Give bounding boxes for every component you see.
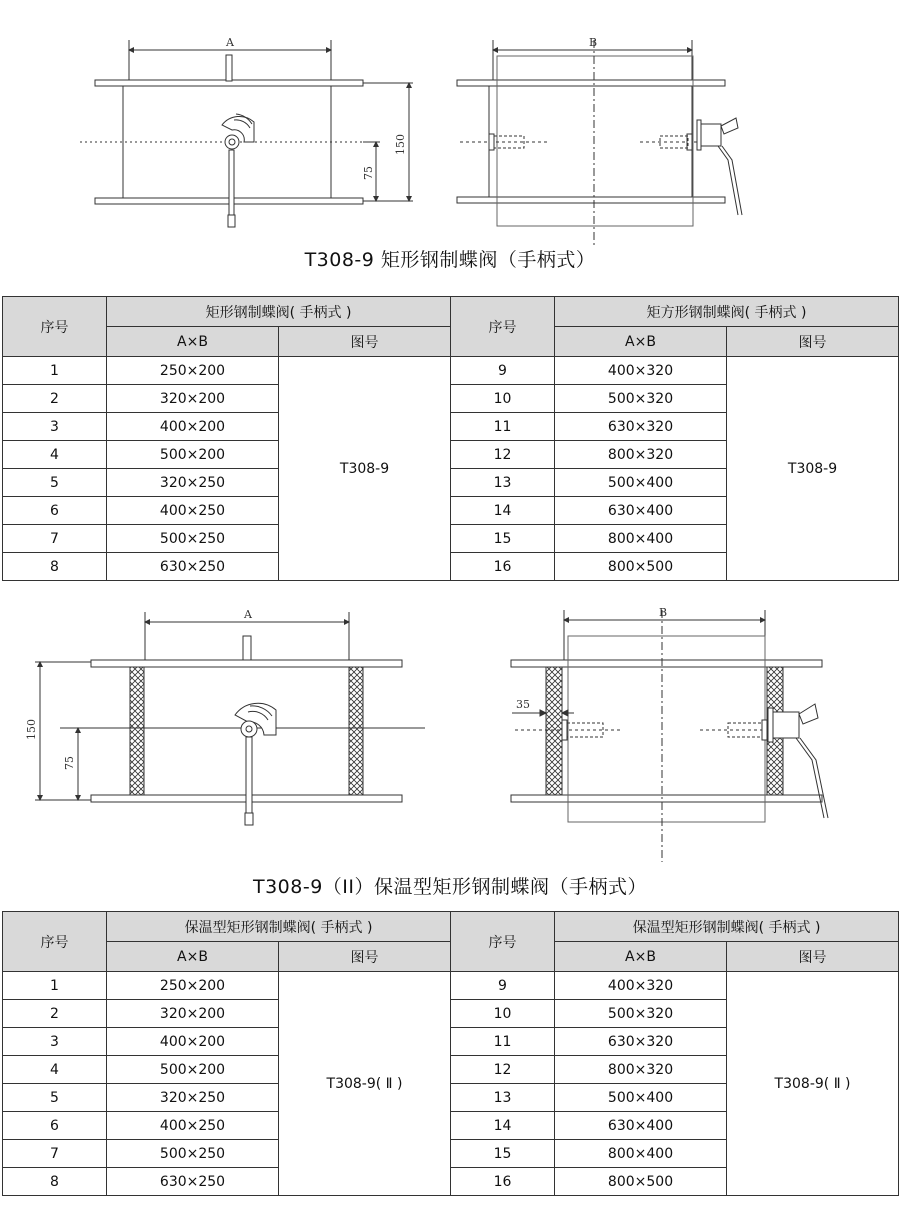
seq-cell: 4 <box>3 1056 107 1084</box>
seq-cell: 2 <box>3 1000 107 1028</box>
seq-cell: 8 <box>3 1168 107 1196</box>
seq-cell: 15 <box>451 525 555 553</box>
size-cell: 500×400 <box>555 469 727 497</box>
dim-b-label: B <box>589 36 598 49</box>
size-cell: 320×250 <box>107 469 279 497</box>
drawing-insulated-damper <box>0 600 900 865</box>
size-cell: 800×320 <box>555 1056 727 1084</box>
side-view-insulated <box>511 610 828 862</box>
seq-cell: 2 <box>3 385 107 413</box>
seq-cell: 14 <box>451 1112 555 1140</box>
spec-table-standard <box>2 296 899 581</box>
size-cell: 400×200 <box>107 1028 279 1056</box>
seq-header: 序号 <box>3 912 107 972</box>
seq-cell: 6 <box>3 1112 107 1140</box>
size-cell: 630×320 <box>555 1028 727 1056</box>
seq-cell: 10 <box>451 385 555 413</box>
code-header: 图号 <box>727 327 899 357</box>
front-view <box>80 40 413 227</box>
size-cell: 630×400 <box>555 497 727 525</box>
dim-75-label: 75 <box>362 166 375 180</box>
seq-cell: 5 <box>3 469 107 497</box>
size-cell: 400×320 <box>555 357 727 385</box>
seq-cell: 13 <box>451 469 555 497</box>
code-cell: T308-9 <box>279 357 451 581</box>
size-header: A×B <box>107 942 279 972</box>
seq-cell: 13 <box>451 1084 555 1112</box>
drawing-standard-damper <box>0 0 900 245</box>
dim-75-label: 75 <box>63 756 76 770</box>
seq-cell: 1 <box>3 972 107 1000</box>
group-header-left: 保温型矩形钢制蝶阀( 手柄式 ) <box>107 912 451 942</box>
size-cell: 630×400 <box>555 1112 727 1140</box>
seq-header: 序号 <box>3 297 107 357</box>
code-header: 图号 <box>727 942 899 972</box>
size-cell: 500×200 <box>107 441 279 469</box>
size-header: A×B <box>555 327 727 357</box>
seq-cell: 6 <box>3 497 107 525</box>
seq-cell: 10 <box>451 1000 555 1028</box>
size-cell: 800×320 <box>555 441 727 469</box>
size-header: A×B <box>107 327 279 357</box>
seq-cell: 9 <box>451 357 555 385</box>
seq-cell: 14 <box>451 497 555 525</box>
seq-cell: 12 <box>451 1056 555 1084</box>
seq-cell: 9 <box>451 972 555 1000</box>
seq-cell: 11 <box>451 1028 555 1056</box>
seq-cell: 3 <box>3 1028 107 1056</box>
code-cell: T308-9( Ⅱ ) <box>279 972 451 1196</box>
size-cell: 320×200 <box>107 1000 279 1028</box>
seq-header: 序号 <box>451 297 555 357</box>
table-row <box>3 972 899 1000</box>
dim-150-label: 150 <box>394 134 407 155</box>
size-cell: 800×500 <box>555 1168 727 1196</box>
spec-table-insulated <box>2 911 899 1196</box>
size-cell: 630×250 <box>107 553 279 581</box>
front-view-insulated <box>35 612 425 825</box>
size-cell: 500×400 <box>555 1084 727 1112</box>
group-header-right: 保温型矩形钢制蝶阀( 手柄式 ) <box>555 912 899 942</box>
group-header-left: 矩形钢制蝶阀( 手柄式 ) <box>107 297 451 327</box>
seq-cell: 8 <box>3 553 107 581</box>
size-cell: 630×250 <box>107 1168 279 1196</box>
code-header: 图号 <box>279 942 451 972</box>
seq-cell: 5 <box>3 1084 107 1112</box>
dim-a-label: A <box>244 608 252 621</box>
side-view <box>457 40 742 245</box>
size-cell: 250×200 <box>107 972 279 1000</box>
size-cell: 400×250 <box>107 497 279 525</box>
seq-cell: 3 <box>3 413 107 441</box>
size-cell: 250×200 <box>107 357 279 385</box>
size-cell: 320×200 <box>107 385 279 413</box>
code-header: 图号 <box>279 327 451 357</box>
seq-cell: 1 <box>3 357 107 385</box>
size-cell: 500×320 <box>555 385 727 413</box>
seq-header: 序号 <box>451 912 555 972</box>
seq-cell: 16 <box>451 553 555 581</box>
dim-b-label: B <box>659 606 668 619</box>
size-cell: 800×400 <box>555 525 727 553</box>
seq-cell: 7 <box>3 1140 107 1168</box>
size-cell: 500×320 <box>555 1000 727 1028</box>
size-cell: 500×250 <box>107 525 279 553</box>
caption-insulated: T308-9（II）保温型矩形钢制蝶阀（手柄式） <box>252 876 648 898</box>
seq-cell: 11 <box>451 413 555 441</box>
dim-a-label: A <box>226 36 234 49</box>
seq-cell: 7 <box>3 525 107 553</box>
table-row <box>3 357 899 385</box>
code-cell: T308-9 <box>727 357 899 581</box>
dim-150-label: 150 <box>25 719 38 740</box>
size-cell: 500×200 <box>107 1056 279 1084</box>
seq-cell: 15 <box>451 1140 555 1168</box>
size-header: A×B <box>555 942 727 972</box>
dim-35-label: 35 <box>516 698 530 711</box>
size-cell: 800×500 <box>555 553 727 581</box>
code-cell: T308-9( Ⅱ ) <box>727 972 899 1196</box>
size-cell: 400×320 <box>555 972 727 1000</box>
group-header-right: 矩方形钢制蝶阀( 手柄式 ) <box>555 297 899 327</box>
size-cell: 320×250 <box>107 1084 279 1112</box>
size-cell: 500×250 <box>107 1140 279 1168</box>
seq-cell: 16 <box>451 1168 555 1196</box>
caption-standard: T308-9 矩形钢制蝶阀（手柄式） <box>304 249 596 271</box>
size-cell: 630×320 <box>555 413 727 441</box>
size-cell: 400×250 <box>107 1112 279 1140</box>
seq-cell: 12 <box>451 441 555 469</box>
size-cell: 800×400 <box>555 1140 727 1168</box>
seq-cell: 4 <box>3 441 107 469</box>
size-cell: 400×200 <box>107 413 279 441</box>
